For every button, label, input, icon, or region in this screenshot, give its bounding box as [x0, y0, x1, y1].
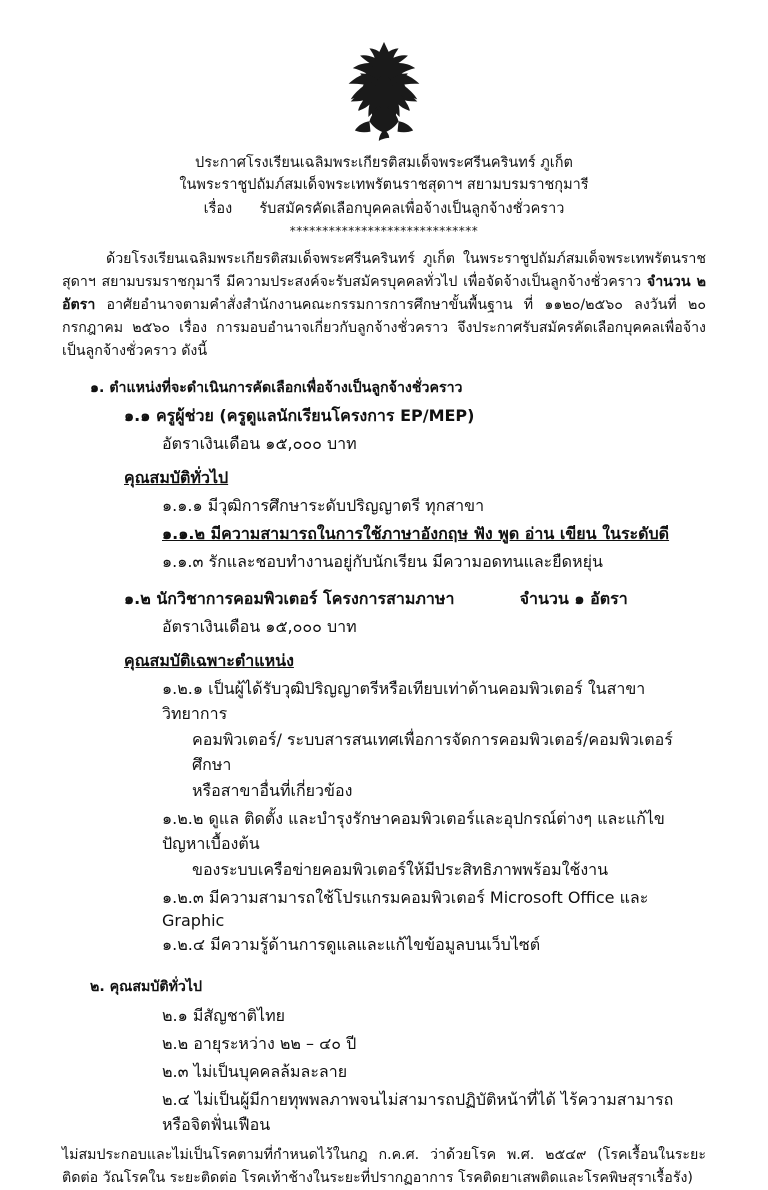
qual-item-cont: คอมพิวเตอร์/ ระบบสารสนเทศเพื่อการจัดการคอมพิวเตอร์/คอมพิวเตอร์ศึกษา — [192, 730, 673, 775]
section-2-item: ๒.๑ มีสัญชาติไทย — [162, 1006, 286, 1026]
section-2-item-continuation: ไม่สมประกอบและไม่เป็นโรคตามที่กำหนดไว้ในกฎ ก.ค.ศ. ว่าด้วยโรค พ.ศ. ๒๕๔๙ (โรคเรื้อนในระยะติดต่อ วัณโรคใน ระยะติดต่อ โรคเท้าช้างในระยะที่ปรากฏอาการ โรคติดยาเสพติดและโรคพิษสุราเรื้อรัง) — [62, 1147, 706, 1187]
qual-item: ๑.๒.๔ มีความรู้ด้านการดูแลและแก้ไขข้อมูลบนเว็บไซต์ — [162, 935, 541, 955]
section-2-item: ๒.๓ ไม่เป็นบุคคลล้มละลาย — [162, 1062, 348, 1082]
intro-paragraph — [62, 248, 706, 363]
garuda-emblem-icon — [332, 38, 436, 142]
qual-item: ๑.๒.๓ มีความสามารถใช้โปรแกรมคอมพิวเตอร์ Microsoft Office และ Graphic — [162, 888, 649, 931]
section-2-item: ๒.๔ ไม่เป็นผู้มีกายทุพพลภาพจนไม่สามารถปฏิบัติหน้าที่ได้ ไร้ความสามารถ หรือจิตฟั่นเฟือน — [162, 1090, 674, 1135]
qual-item: ๑.๑.๒ มีความสามารถในการใช้ภาษาอังกฤษ ฟัง พูด อ่าน เขียน ในระดับดี — [162, 524, 670, 544]
item-1-2-salary: อัตราเงินเดือน ๑๕,๐๐๐ บาท — [162, 617, 357, 637]
section-2-heading: ๒. คุณสมบัติทั่วไป — [90, 979, 203, 996]
item-1-2-title-text: ๑.๒ นักวิชาการคอมพิวเตอร์ โครงการสามภาษา — [124, 589, 455, 609]
qual-item: ๑.๑.๑ มีวุฒิการศึกษาระดับปริญญาตรี ทุกสาขา — [162, 496, 485, 516]
subject-label: เรื่อง — [203, 200, 233, 217]
header-line-1: ประกาศโรงเรียนเฉลิมพระเกียรติสมเด็จพระศรีนครินทร์ ภูเก็ต — [195, 155, 573, 171]
qual-item: ๑.๒.๑ เป็นผู้ได้รับวุฒิปริญญาตรีหรือเทียบเท่าด้านคอมพิวเตอร์ ในสาขาวิทยาการ — [162, 679, 646, 724]
section-1-heading: ๑. ตำแหน่งที่จะดำเนินการคัดเลือกเพื่อจ้างเป็นลูกจ้างชั่วคราว — [90, 380, 463, 397]
intro-part-2: อาศัยอำนาจตามคำสั่งสำนักงานคณะกรรมการการศึกษาขั้นพื้นฐาน ที่ ๑๑๒๐/๒๕๖๐ ลงวันที่ ๒๐ กรกฎาคม ๒๕๖๐ เรื่อง การมอบอำนาจเกี่ยวกับลูกจ้างชั่วคราว จึงประกาศรับสมัครคัดเลือกบุคคลเพื่อจ้างเป็นลูกจ้างชั่วคราว ดังนี้ — [62, 297, 706, 360]
item-1-2-count: จำนวน ๑ อัตรา — [519, 589, 628, 609]
item-1-1-salary: อัตราเงินเดือน ๑๕,๐๐๐ บาท — [162, 434, 357, 454]
section-2-item: ๒.๒ อายุระหว่าง ๒๒ – ๔๐ ปี — [162, 1034, 357, 1054]
item-1-1-title: ๑.๑ ครูผู้ช่วย (ครูดูแลนักเรียนโครงการ EP/MEP) — [124, 406, 475, 426]
general-qualifications-heading: คุณสมบัติทั่วไป — [124, 468, 229, 488]
star-divider: ***************************** — [289, 224, 479, 239]
qual-item-cont: หรือสาขาอื่นที่เกี่ยวข้อง — [192, 781, 353, 801]
subject-line — [62, 198, 706, 220]
qual-item: ๑.๑.๓ รักและชอบทำงานอยู่กับนักเรียน มีความอดทนและยืดหยุ่น — [162, 552, 603, 572]
specific-qualifications-heading: คุณสมบัติเฉพาะตำแหน่ง — [124, 651, 294, 671]
intro-bold-count: จำนวน ๒ อัตรา — [62, 274, 706, 314]
item-1-2-title — [124, 587, 706, 612]
emblem-container — [62, 38, 706, 146]
qual-item: ๑.๒.๒ ดูแล ติดตั้ง และบำรุงรักษาคอมพิวเตอร์และอุปกรณ์ต่างๆ และแก้ไขปัญหาเบื้องต้น — [162, 809, 665, 854]
header-line-2: ในพระราชูปถัมภ์สมเด็จพระเทพรัตนราชสุดาฯ สยามบรมราชกุมารี — [179, 177, 589, 194]
subject-text: รับสมัครคัดเลือกบุคคลเพื่อจ้างเป็นลูกจ้างชั่วคราว — [259, 200, 565, 217]
intro-part-1: ด้วยโรงเรียนเฉลิมพระเกียรติสมเด็จพระศรีนครินทร์ ภูเก็ต ในพระราชูปถัมภ์สมเด็จพระเทพรัตนราชสุดาฯ สยามบรมราชกุมารี มีความประสงค์จะรับสมัครบุคคลทั่วไป เพื่อจัดจ้างเป็นลูกจ้างชั่วคราว — [62, 251, 706, 291]
document-header — [62, 152, 706, 220]
qual-item-cont: ของระบบเครือข่ายคอมพิวเตอร์ให้มีประสิทธิภาพพร้อมใช้งาน — [192, 860, 609, 880]
